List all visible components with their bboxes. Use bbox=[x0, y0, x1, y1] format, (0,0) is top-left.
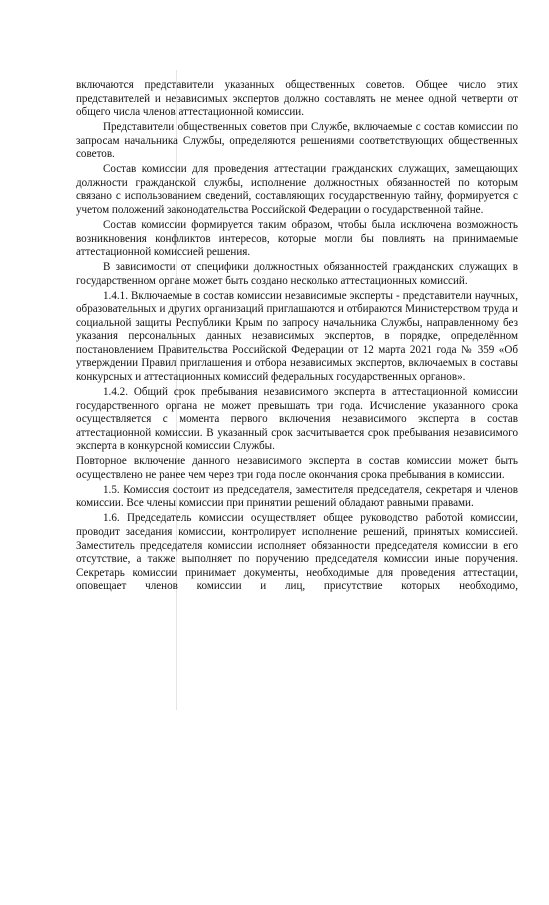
paragraph-conflict-of-interest: Состав комиссии формируется таким образом, чтобы была исключена возможность возникновения конфликтов интересов, которые могли бы повлиять на принимаемые аттестационной комиссией решения. bbox=[76, 218, 518, 259]
paragraph-1-4-2: 1.4.2. Общий срок пребывания независимого эксперта в аттестационной комиссии государственного органа не может превышать три года. Исчисление указанного срока осуществляется с момента первого включения независимого эксперта в состав аттестационной комиссии. В указанный срок засчитывается срок пребывания независимого эксперта в конкурсной комиссии Службы. bbox=[76, 386, 518, 453]
paragraph-1-5: 1.5. Комиссия состоит из председателя, заместителя председателя, секретаря и членов комиссии. Все члены комиссии при принятии решений обладают равными правами. bbox=[76, 483, 518, 510]
paragraph-state-secret: Состав комиссии для проведения аттестации гражданских служащих, замещающих должности гражданской службы, исполнение должностных обязанностей по которым связано с использованием сведений, составляющих государственную тайну, формируется с учетом положений законодательства Российской Федерации о государственной тайне. bbox=[76, 163, 518, 216]
document-body bbox=[76, 79, 518, 595]
paragraph-1-4-1: 1.4.1. Включаемые в состав комиссии независимые эксперты - представители научных, образовательных и других организаций приглашаются и отбираются Министерством труда и социальной защиты Республики Крым по запросу начальника Службы, направленному без указания персональных данных независимых экспертов, в порядке, определённом постановлением Правительства Российской Федерации от 12 марта 2021 года № 359 «Об утверждении Правил приглашения и отбора независимых экспертов, включаемых в составы конкурсных и аттестационных комиссий федеральных государственных органов». bbox=[76, 289, 518, 383]
paragraph-several-commissions: В зависимости от специфики должностных обязанностей гражданских служащих в государственном органе может быть создано несколько аттестационных комиссий. bbox=[76, 261, 518, 287]
paragraph-public-councils: Представители общественных советов при Службе, включаемые с состав комиссии по запросам начальника Службы, определяются решениями соответствующих общественных советов. bbox=[76, 121, 518, 161]
paragraph-repeat-inclusion: Повторное включение данного независимого эксперта в состав комиссии может быть осуществлено не ранее чем через три года после окончания срока пребывания в комиссии. bbox=[76, 455, 518, 481]
paragraph-1-6: 1.6. Председатель комиссии осуществляет общее руководство работой комиссии, проводит заседания комиссии, контролирует исполнение решений, принятых комиссией. Заместитель председателя комиссии исполняет обязанности председателя комиссии в его отсутствие, а также выполняет по поручению председателя комиссии иные поручения. Секретарь комиссии принимает документы, необходимые для проведения аттестации, оповещает членов комиссии и лиц, присутствие которых необходимо, bbox=[76, 512, 518, 593]
paragraph-continuation: включаются представители указанных общественных советов. Общее число этих представителей и независимых экспертов должно составлять не менее одной четверти от общего числа членов аттестационной комиссии. bbox=[76, 79, 518, 119]
